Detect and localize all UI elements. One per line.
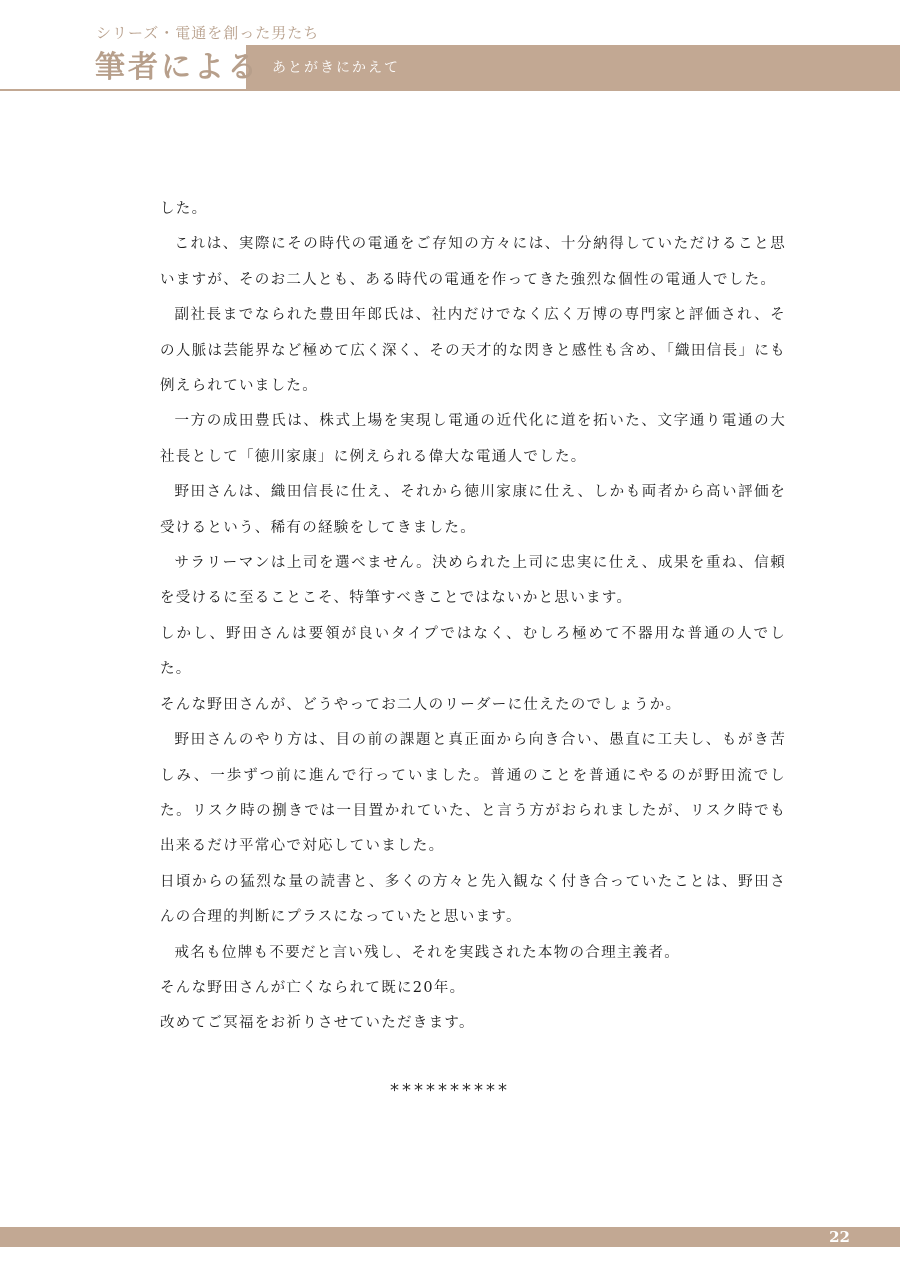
paragraph: そんな野田さんが亡くなられて既に20年。 <box>160 979 466 996</box>
paragraph: 野田さんのやり方は、目の前の課題と真正面から向き合い、愚直に工夫し、もがき苦しみ、一歩ずつ前に進んで行っていました。普通のことを普通にやるのが野田流でした。リスク時の捌きでは一目置かれていた、と言う方がおられましたが、リスク時でも出来るだけ平常心で対応していました。 <box>160 732 786 855</box>
page-title: 筆者による <box>95 50 260 85</box>
paragraph: 一方の成田豊氏は、株式上場を実現し電通の近代化に道を拓いた、文字通り電通の大社長として「徳川家康」に例えられる偉大な電通人でした。 <box>160 413 786 465</box>
paragraph: 日頃からの猛烈な量の読書と、多くの方々と先入観なく付き合っていたことは、野田さんの合理的判断にプラスになっていたと思います。 <box>160 873 786 926</box>
paragraph: した。 <box>160 201 208 217</box>
paragraph: しかし、野田さんは要領が良いタイプではなく、むしろ極めて不器用な普通の人でした。 <box>160 625 786 678</box>
paragraph: 改めてご冥福をお祈りさせていただきます。 <box>160 1015 475 1032</box>
paragraph: 副社長までなられた豊田年郎氏は、社内だけでなく広く万博の専門家と評価され、その人脈は芸能界など極めて広く深く、その天才的な閃きと感性も含め、「織田信長」にも例えられていました。 <box>160 307 786 395</box>
page-number: 22 <box>829 1228 850 1246</box>
paragraph: サラリーマンは上司を選べません。決められた上司に忠実に仕え、成果を重ね、信頼を受けるに至ることこそ、特筆すべきことではないかと思います。 <box>160 555 786 607</box>
paragraph: 戒名も位牌も不要だと言い残し、それを実践された本物の合理主義者。 <box>174 944 681 961</box>
page-subtitle: あとがきにかえて <box>272 60 400 76</box>
paragraph: 野田さんは、織田信長に仕え、それから徳川家康に仕え、しかも両者から高い評価を受けるという、稀有の経験をしてきました。 <box>160 484 786 536</box>
paragraph: そんな野田さんが、どうやってお二人のリーダーに仕えたのでしょうか。 <box>160 696 682 713</box>
body-text <box>160 192 786 1042</box>
footer-band <box>0 1227 900 1247</box>
section-separator: ********** <box>390 1080 510 1101</box>
paragraph: これは、実際にその時代の電通をご存知の方々には、十分納得していただけること思いますが、そのお二人とも、ある時代の電通を作ってきた強烈な個性の電通人でした。 <box>160 236 786 288</box>
series-title: シリーズ・電通を創った男たち <box>96 24 320 42</box>
